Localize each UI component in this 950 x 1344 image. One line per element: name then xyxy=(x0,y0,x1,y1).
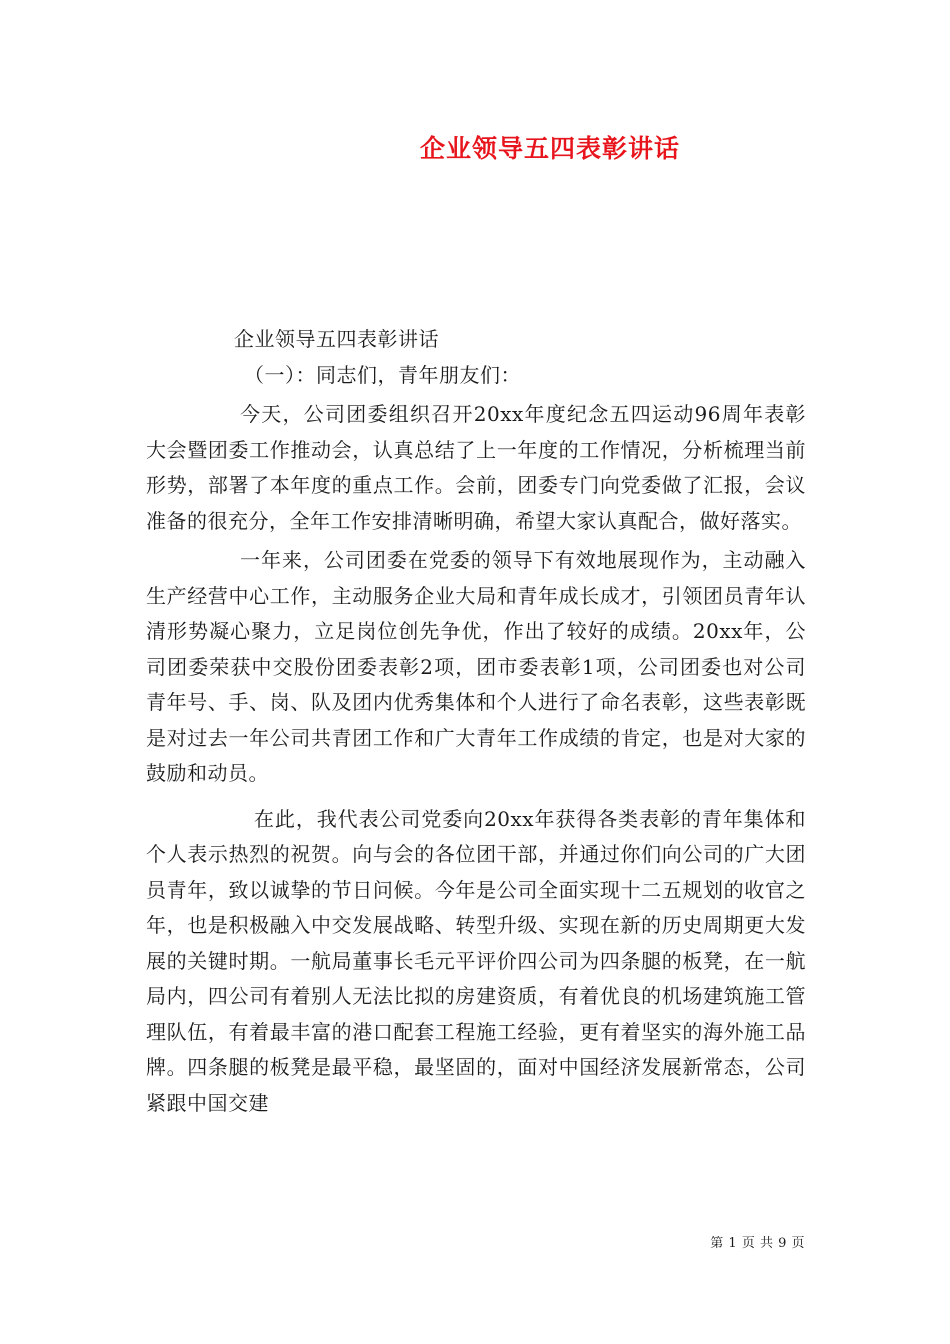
paragraph-1: 今天，公司团委组织召开20xx年度纪念五四运动96周年表彰大会暨团委工作推动会，认真总结了上一年度的工作情况，分析梳理当前形势，部署了本年度的重点工作。会前，团委专门向党委做了汇报，会议准备的很充分，全年工作安排清晰明确，希望大家认真配合，做好落实。 xyxy=(146,402,806,533)
salutation-line: （一）：同志们，青年朋友们： xyxy=(244,362,521,387)
paragraph-3: 在此，我代表公司党委向20xx年获得各类表彰的青年集体和个人表示热烈的祝贺。向与会的各位团干部，并通过你们向公司的广大团员青年，致以诚挚的节日问候。今年是公司全面实现十二五规划的收官之年，也是积极融入中交发展战略、转型升级、实现在新的历史周期更大发展的关键时期。一航局董事长毛元平评价四公司为四条腿的板凳，在一航局内，四公司有着别人无法比拟的房建资质，有着优良的机场建筑施工管理队伍，有着最丰富的港口配套工程施工经验，更有着坚实的海外施工品牌。四条腿的板凳是最平稳，最坚固的，面对中国经济发展新常态，公司紧跟中国交建 xyxy=(146,806,806,1115)
paragraph-2: 一年来，公司团委在党委的领导下有效地展现作为，主动融入生产经营中心工作，主动服务企业大局和青年成长成才，引领团员青年认清形势凝心聚力，立足岗位创先争优，作出了较好的成绩。20xx年，公司团委荣获中交股份团委表彰2项，团市委表彰1项，公司团委也对公司青年号、手、岗、队及团内优秀集体和个人进行了命名表彰，这些表彰既是对过去一年公司共青团工作和广大青年工作成绩的肯定，也是对大家的鼓励和动员。 xyxy=(146,548,806,785)
page-number-footer: 第 1 页 共 9 页 xyxy=(710,1236,805,1251)
document-subtitle: 企业领导五四表彰讲话 xyxy=(234,327,439,351)
document-title: 企业领导五四表彰讲话 xyxy=(419,134,680,163)
document-body xyxy=(146,322,806,1121)
